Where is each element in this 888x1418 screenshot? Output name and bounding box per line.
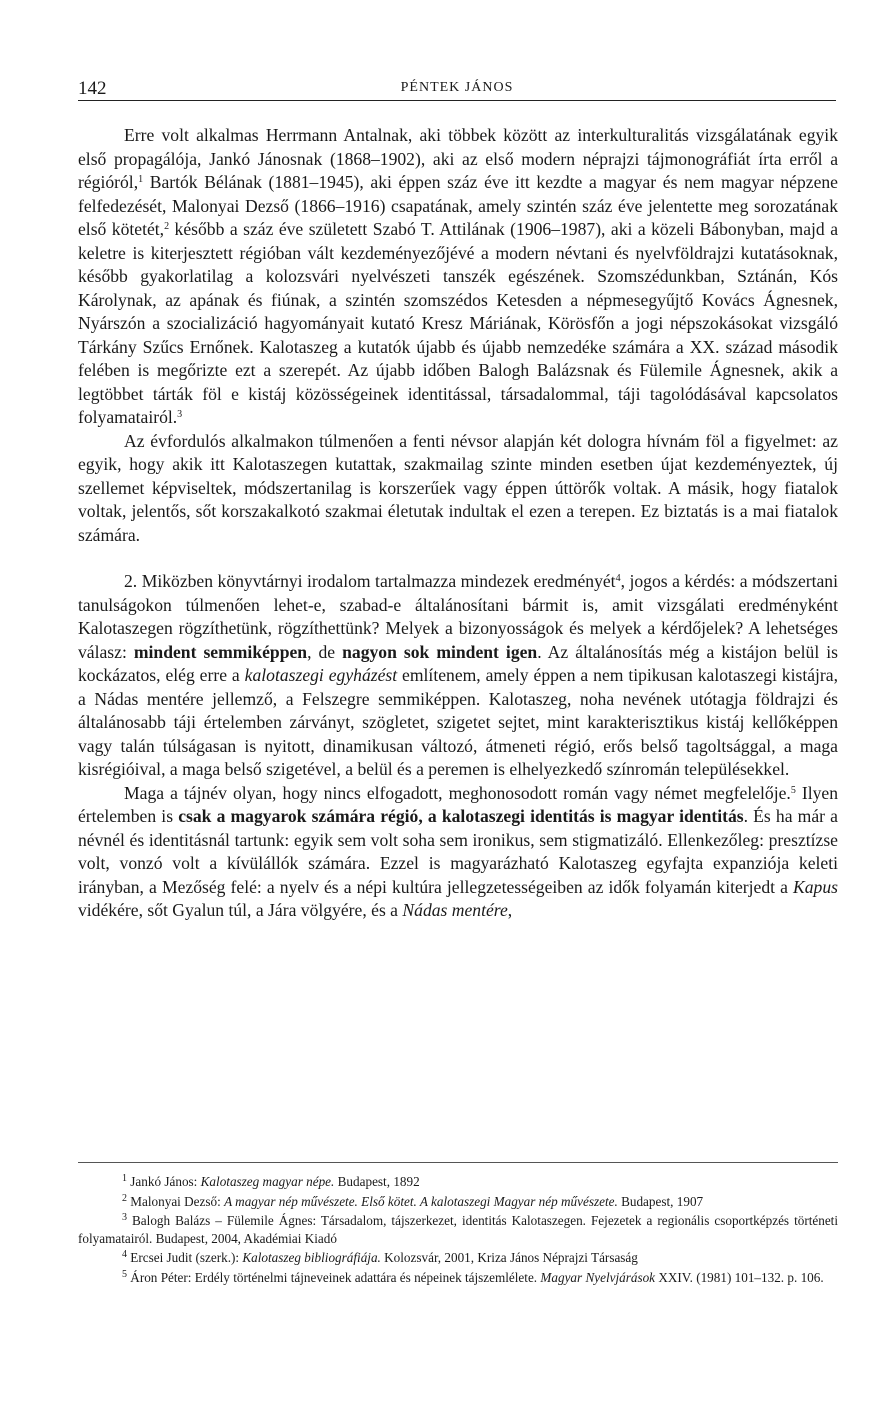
footnote-3	[78, 1212, 838, 1247]
text-run: vidékére, sőt Gyalun túl, a Jára völgyére, és a	[78, 900, 403, 920]
italic-phrase: Kapus	[793, 876, 838, 897]
running-title: PÉNTEK JÁNOS	[400, 80, 514, 95]
footnote-ref-4: 4	[615, 573, 621, 584]
text-run: ,	[507, 900, 513, 920]
footnote-number: 1	[122, 1173, 127, 1184]
text-run: Bartók Bélának (1881–1945), aki éppen száz éve itt kezdte a magyar és nem magyar népzene felfedezését, Malonyai Dezső (1866–1916) csapatának, amely szintén száz éve jelentette meg sorozatának első kötetét,	[78, 172, 838, 239]
text-run: XXIV. (1981) 101–132. p. 106.	[655, 1269, 824, 1285]
text-run: 2. Miközben könyvtárnyi irodalom tartalmazza mindezek eredményét	[124, 571, 616, 591]
italic-phrase: Kalotaszeg bibliográfiája.	[242, 1250, 381, 1266]
text-run: Áron Péter: Erdély történelmi tájneveinek adattára és népeinek tájszemlélete.	[130, 1269, 541, 1285]
footnotes	[78, 1162, 838, 1289]
italic-phrase: A magyar nép művészete. Első kötet. A kalotaszegi Magyar nép művészete.	[224, 1193, 618, 1209]
bold-phrase: csak a magyarok számára régió, a kalotaszegi identitás is magyar identitás	[178, 806, 744, 826]
text-run: Budapest, 1892	[334, 1174, 420, 1189]
text-run: Erre volt alkalmas Herrmann Antalnak, aki többek között az interkulturalitás vizsgálatának egyik első propagálója, Jankó Jánosnak (1868–1902), aki az első modern néprajzi tájmonográfiát írta erről a régióról,	[78, 125, 838, 192]
text-run: Maga a tájnév olyan, hogy nincs elfogadott, meghonosodott román vagy német megfelelője.	[124, 782, 791, 803]
text-run: , jogos a kérdés: a módszertani tanulságokon túlmenően lehet-e, szabad-e általánosítani bármit is, amit vizsgálati eredményként Kalotaszegen rögzíthetünk, rögzíthettünk? Melyek a bizonyosságok és melyek a kérdőjelek? A lehetséges válasz:	[78, 571, 838, 662]
italic-phrase: Kalotaszeg magyar népe.	[200, 1174, 335, 1189]
bold-phrase: nagyon sok mindent igen	[342, 641, 538, 662]
footnote-ref-5: 5	[790, 784, 796, 796]
text-run: Budapest, 1907	[617, 1193, 704, 1209]
footnote-number: 4	[122, 1249, 127, 1261]
footnote-1	[78, 1173, 838, 1191]
text-run: . Az általánosítás még a kistájon belül is kockázatos, elég erre a	[78, 641, 838, 685]
footnote-ref-3: 3	[177, 409, 183, 420]
page-number: 142	[78, 78, 107, 99]
main-text	[78, 124, 838, 923]
footnote-5	[78, 1269, 838, 1287]
bold-phrase: mindent semmiképpen	[133, 641, 308, 662]
text-run: , de	[307, 641, 343, 662]
italic-phrase: Magyar Nyelvjárások	[540, 1269, 656, 1285]
footnote-ref-1: 1	[138, 174, 144, 185]
paragraph-3	[78, 570, 838, 782]
paragraph-2: Az évfordulós alkalmakon túlmenően a fenti névsor alapján két dologra hívnám föl a figyelmet: az egyik, hogy akik itt Kalotaszegen kutattak, szakmailag szinte minden esetben újat kezdeményeztek, új szellemet képviseltek, módszertanilag is korszerűek vagy éppen úttörők voltak. A másik, hogy fiatalok voltak, jelentős, sőt korszakalkotó szakmai életutak indultak el ezen a terepen. Ez biztatás is a mai fiatalok számára.	[78, 430, 838, 545]
footnote-2	[78, 1193, 838, 1211]
paragraph-4	[78, 782, 838, 923]
text-run: Ilyen értelemben is	[78, 782, 838, 826]
text-run: később a száz éve született Szabó T. Attilának (1906–1987), aki a közeli Bábonyban, majd a keletre is kiterjesztett régióban vált kezdeményezőjévé a modern névtani és nyelvföldrajzi kutatásoknak, később gyakorlatilag a kolozsvári nyelvészeti tanszék egészének. Szomszédunkban, Sztánán, Kós Károlynak, az apának és fiúnak, a szintén szomszédos Ketesden a népmesegyűjtő Kovács Ágnesnek, Nyárszón a szocializáció hagyományait kutató Kresz Máriának, Körösfőn a jogi népszokásokat vizsgáló Tárkány Szűcs Ernőnek. Kalotaszeg a kutatók újabb és újabb nemzedéke számára a XX. század második felében is megőrizte ezt a szerepét. Az újabb időben Balogh Balázsnak és Fülemile Ágnesnek, akik a legtöbbet tárták föl e kistáj közösségeinek identitással, társadalommal, táji tagolódásával kapcsolatos folyamatairól.	[78, 219, 838, 427]
text-run: Kolozsvár, 2001, Kriza János Néprajzi Társaság	[380, 1250, 638, 1266]
text-run: Ercsei Judit (szerk.):	[130, 1250, 243, 1266]
footnote-ref-2: 2	[164, 221, 170, 232]
text-run: Balogh Balázs – Fülemile Ágnes: Társadalom, tájszerkezet, identitás Kalotaszegen. Fejezetek a regionális csoportképzés történeti folyamatairól. Budapest, 2004, Akadémiai Kiadó	[78, 1213, 839, 1246]
footnote-4	[78, 1249, 838, 1267]
footnote-divider	[78, 1162, 838, 1163]
footnote-number: 3	[122, 1212, 127, 1224]
paragraph-1	[78, 124, 838, 430]
running-header	[78, 78, 836, 101]
text-run: Jankó János:	[130, 1174, 201, 1189]
text-run: említenem, amely éppen a nem tipikusan kalotaszegi kistájra, a Nádas mentére jellemző, a Felszegre semmiképpen. Kalotaszeg, noha nevének utótagja földrajzi és általánosabb táji értelemben zárványt, szögletet, szigetet sejtet, mint karakterisztikus kistáj kellőképpen vagy talán túlságasan is nyitott, dinamikusan változó, átmeneti régió, erős belső tagoltsággal, a maga kisrégióival, a maga belső szigetével, a belül és a peremen is elhelyezkedő színromán településekkel.	[78, 665, 838, 779]
text-run: . És ha már a névnél és identitásnál tartunk: egyik sem volt soha sem ironikus, sem stigmatizáló. Ellenkezőleg: presztízse volt, vonzó volt a kívülállók számára. Ezzel is magyarázható Kalotaszeg egyfajta expanziója keleti irányban, a Mezőség felé: a nyelv és a népi kultúra jellegzetességeiben az idők folyamán kiterjedt a	[78, 806, 838, 897]
italic-phrase: Nádas mentére	[402, 900, 508, 920]
italic-phrase: kalotaszegi egyházést	[244, 665, 398, 685]
text-run: Malonyai Dezső:	[130, 1193, 225, 1209]
footnote-number: 2	[122, 1192, 127, 1204]
footnote-number: 5	[122, 1268, 127, 1280]
